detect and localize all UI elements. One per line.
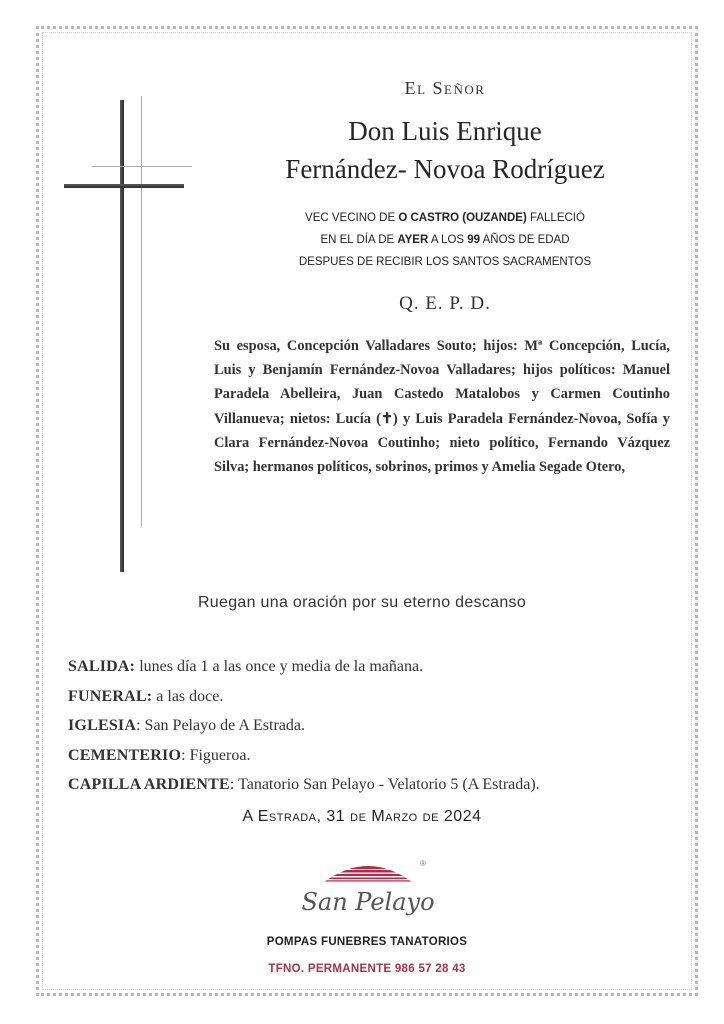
cross-vertical-shadow	[141, 96, 142, 526]
info-line2-suffix: AÑOS DE EDAD	[480, 234, 570, 246]
death-info	[240, 207, 650, 273]
info-line1-prefix: VEC VECINO DE	[305, 212, 399, 224]
detail-label: FUNERAL:	[68, 687, 153, 705]
cross-horizontal-bar	[64, 184, 184, 188]
info-line1-place: O CASTRO (OUZANDE)	[398, 212, 527, 224]
logo-dome-icon	[316, 858, 426, 882]
deceased-name-line2: Fernández- Novoa Rodríguez	[285, 154, 605, 184]
info-line2-mid: A LOS	[428, 234, 468, 246]
detail-label: SALIDA:	[68, 658, 136, 675]
date-line: A Estrada, 31 de Marzo de 2024	[242, 808, 482, 825]
detail-value: : Figueroa.	[181, 746, 251, 764]
san-pelayo-logo	[296, 852, 440, 922]
prayer-text: Ruegan una oración por su eterno descanso	[197, 594, 527, 611]
detail-row-capilla	[68, 770, 688, 800]
deceased-name-line1: Don Luis Enrique	[348, 116, 542, 146]
detail-value: a las doce.	[152, 687, 224, 705]
detail-label: CEMENTERIO	[68, 746, 182, 764]
phone-number: TFNO. PERMANENTE 986 57 28 43	[268, 963, 466, 975]
detail-label: IGLESIA	[68, 717, 137, 734]
detail-row-salida	[68, 652, 688, 682]
service-details	[68, 652, 688, 800]
detail-row-cementerio	[68, 741, 688, 771]
header-block	[240, 78, 650, 315]
tagline: POMPAS FUNEBRES TANATORIOS	[266, 936, 468, 948]
detail-row-iglesia	[68, 711, 688, 741]
cross-horizontal-shadow	[92, 166, 192, 167]
cross-vertical-bar	[120, 100, 124, 572]
info-line2-prefix: EN EL DÍA DE	[320, 234, 398, 246]
info-line2-day: AYER	[397, 234, 429, 246]
info-line2-age: 99	[467, 234, 481, 246]
registered-mark: ®	[420, 859, 426, 868]
detail-label: CAPILLA ARDIENTE	[68, 776, 230, 793]
info-line1	[240, 207, 650, 229]
detail-value: lunes día 1 a las once y media de la mañana.	[135, 658, 424, 675]
detail-value: : Tanatorio San Pelayo - Velatorio 5 (A Estrada).	[229, 776, 540, 793]
detail-value: : San Pelayo de A Estrada.	[136, 717, 305, 734]
info-line1-suffix: FALLECIÓ	[526, 212, 585, 224]
qepd: Q. E. P. D.	[399, 293, 491, 314]
info-line2	[240, 229, 650, 251]
detail-row-funeral	[68, 682, 688, 712]
title-small: El Señor	[404, 78, 486, 98]
info-line3: DESPUES DE RECIBIR LOS SANTOS SACRAMENTOS	[298, 256, 592, 268]
family-paragraph: Su esposa, Concepción Valladares Souto; hijos: Mª Concepción, Lucía, Luis y Benjamín Fernández-Novoa Valladares; hijos políticos: Manuel Paradela Abelleira, Juan Castedo Matalobos y Carmen Coutinho Villanueva; nietos: Lucía (✝) y Luis Paradela Fernández-Novoa, Sofía y Clara Fernández-Novoa Coutinho; nieto político, Fernando Vázquez Silva; hermanos políticos, sobrinos, primos y Amelia Segade Otero,	[214, 338, 670, 476]
logo-text: San Pelayo	[301, 888, 435, 916]
